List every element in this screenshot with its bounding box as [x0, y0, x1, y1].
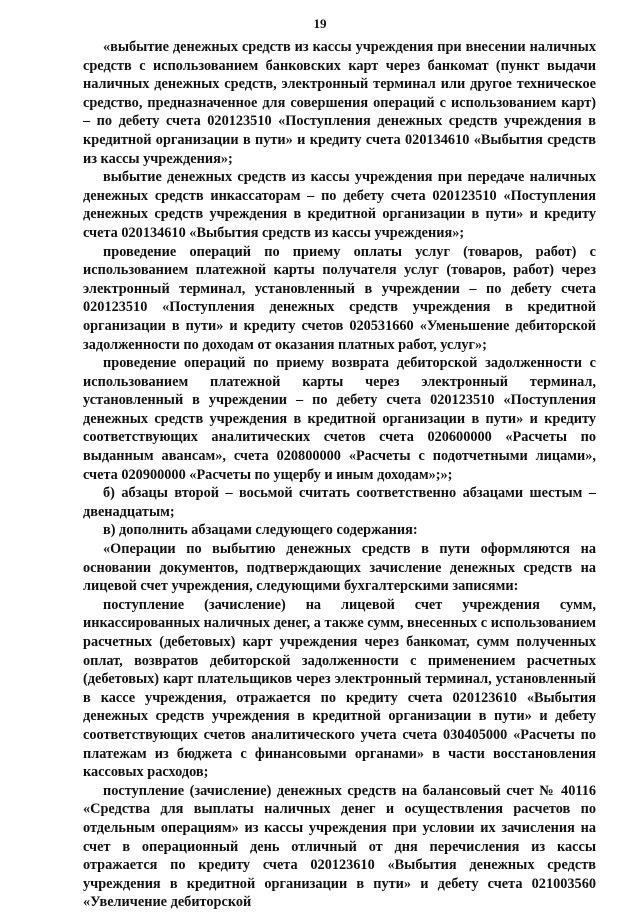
document-body — [83, 38, 596, 912]
paragraph-5: б) абзацы второй – восьмой считать соответственно абзацами шестым – двенадцатым; — [83, 485, 596, 520]
paragraph-1: «выбытие денежных средств из кассы учреждения при внесении наличных средств с использованием банковских карт через банкомат (пункт выдачи наличных денежных средств, электронный терминал или другое техническое средство, предназначенное для совершения операций с использованием карт) – по дебету счета 020123510 «Поступления денежных средств учреждения в кредитной организации в пути» и кредиту счета 020134610 «Выбытия средств из кассы учреждения»; — [83, 39, 596, 167]
paragraph-3: проведение операций по приему оплаты услуг (товаров, работ) с использованием платежной карты получателя услуг (товаров, работ) через электронный терминал, установленный в учреждении – по дебету счета 020123510 «Поступления денежных средств учреждения в кредитной организации в пути» и кредиту счетов 020531660 «Уменьшение дебиторской задолженности по доходам от оказания платных работ, услуг»; — [83, 243, 596, 353]
paragraph-7: «Операции по выбытию денежных средств в пути оформляются на основании документов, подтверждающих зачисление денежных средств на лицевой счет учреждения, следующими бухгалтерскими записями: — [83, 541, 596, 595]
paragraph-8: поступление (зачисление) на лицевой счет учреждения сумм, инкассированных наличных денег, а также сумм, внесенных с использованием расчетных (дебетовых) карт учреждения через банкомат, сумм полученных оплат, возвратов дебиторской задолженности с применением расчетных (дебетовых) карт плательщиков через электронный терминал, установленный в кассе учреждения, отражается по кредиту счета 020123610 «Выбытия денежных средств учреждения в кредитной организации в пути» и дебету соответствующих счетов аналитического учета счета 030405000 «Расчеты по платежам из бюджета с финансовыми органами» в части восстановления кассовых расходов; — [83, 596, 596, 781]
paragraph-6: в) дополнить абзацами следующего содержания: — [103, 522, 418, 539]
paragraph-9: поступление (зачисление) денежных средств на балансовый счет № 40116 «Средства для выплаты наличных денег и осуществления расчетов по отдельным операциям» из кассы учреждения при условии их зачисления на счет в операционный день отличный от дня перечисления из кассы отражается по кредиту счета 020123610 «Выбытия денежных средств учреждения в кредитной организации в пути» и дебету счета 021003560 «Увеличение дебиторской — [83, 782, 596, 911]
paragraph-2: выбытие денежных средств из кассы учреждения при передаче наличных денежных средств инкассаторам – по дебету счета 020123510 «Поступления денежных средств учреждения в кредитной организации в пути» и кредиту счета 020134610 «Выбытия средств из кассы учреждения»; — [83, 169, 596, 241]
paragraph-4: проведение операций по приему возврата дебиторской задолженности с использованием платежной карты через электронный терминал, установленный в учреждении – по дебету счета 020123510 «Поступления денежных средств учреждения в кредитной организации в пути» и кредиту соответствующих аналитических счетов счета 020600000 «Расчеты по выданным авансам», счета 020800000 «Расчеты с подотчетными лицами», счета 020900000 «Расчеты по ущербу и иным доходам»;»; — [83, 355, 596, 483]
page-number: 19 — [313, 16, 327, 31]
